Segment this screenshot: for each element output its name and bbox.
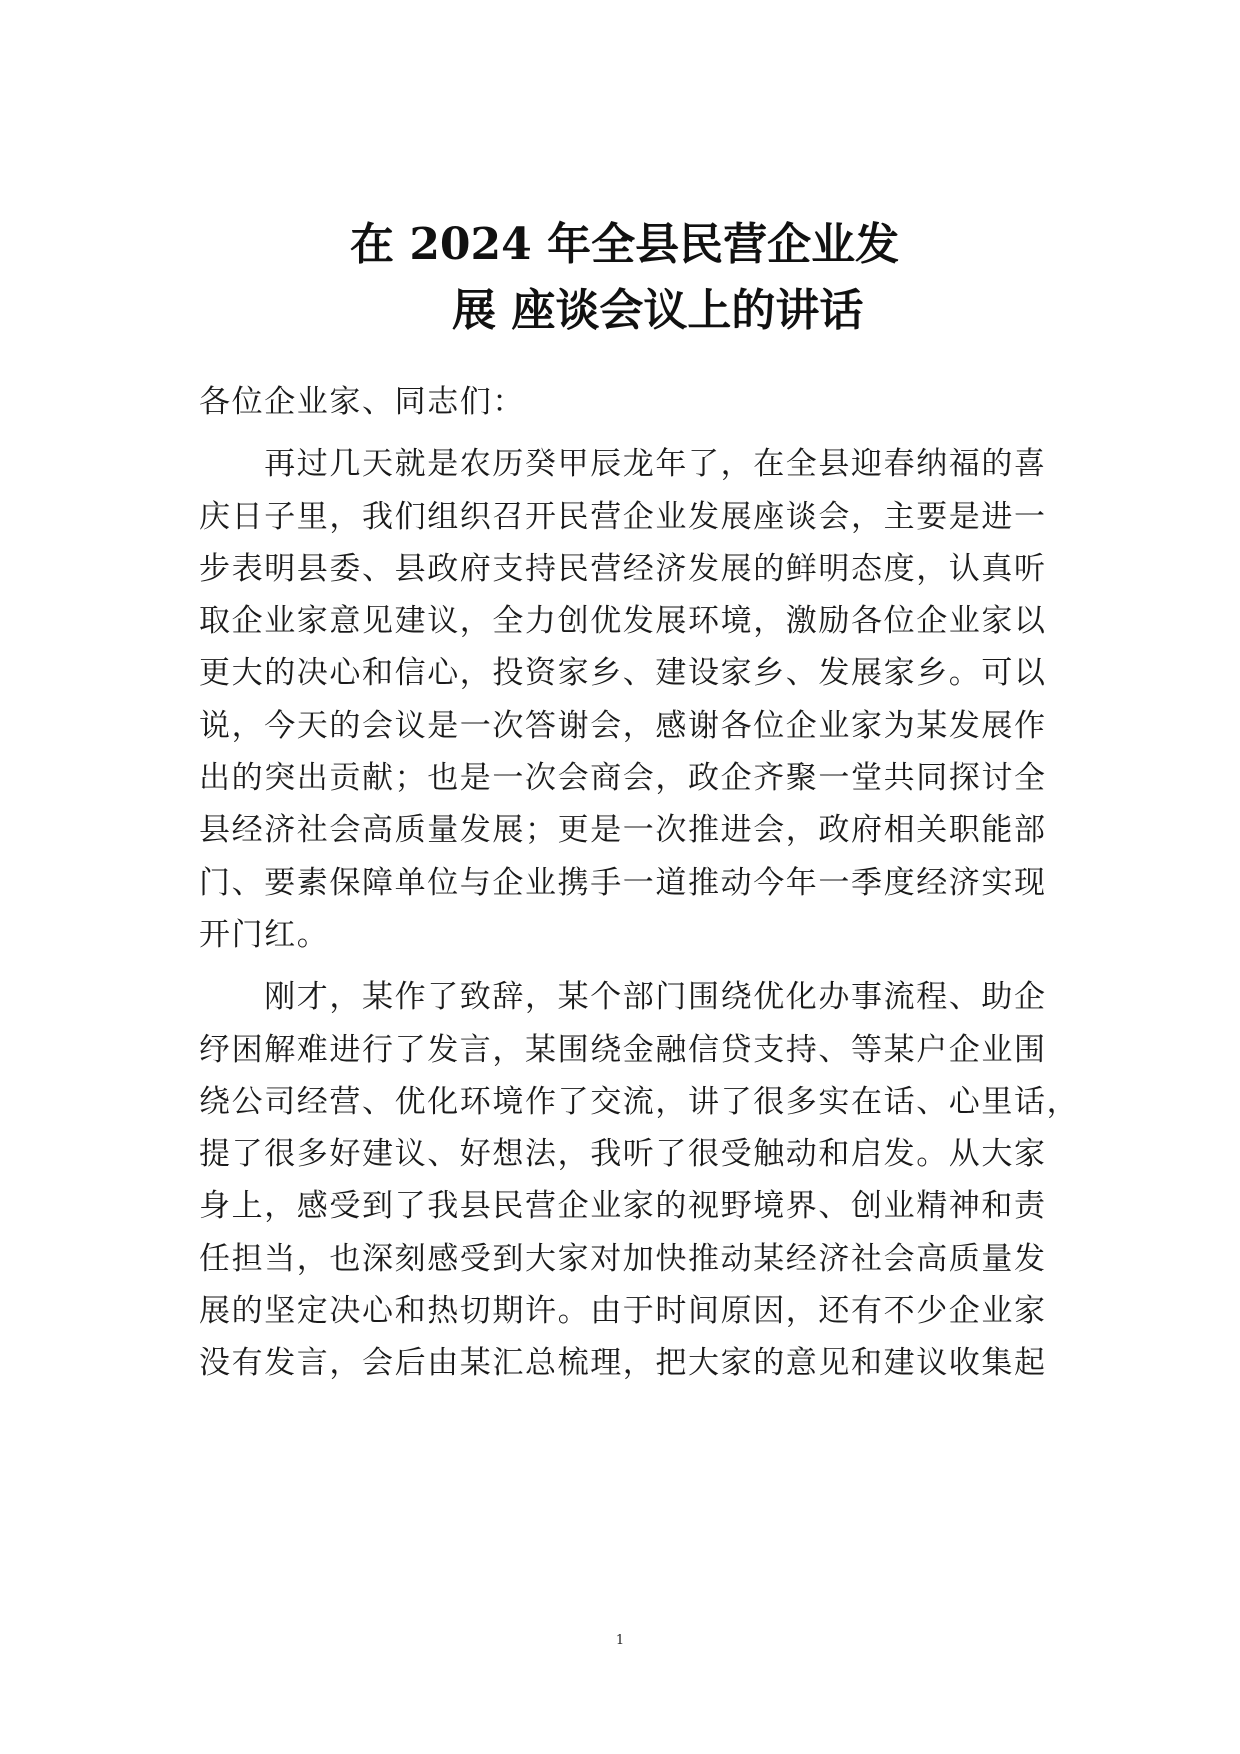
page-number: 1 <box>615 1633 625 1648</box>
document-title <box>300 212 940 344</box>
paragraph-line: 庆日子里，我们组织召开民营企业发展座谈会，主要是进一 <box>199 498 1047 535</box>
salutation: 各位企业家、同志们： <box>199 384 525 420</box>
paragraph-1 <box>199 438 1079 961</box>
paragraph-line: 门、要素保障单位与企业携手一道推动今年一季度经济实现 <box>199 864 1047 901</box>
paragraph-2 <box>199 971 1079 1389</box>
paragraph-line: 没有发言，会后由某汇总梳理，把大家的意见和建议收集起 <box>199 1345 1047 1382</box>
paragraph-line: 任担当，也深刻感受到大家对加快推动某经济社会高质量发 <box>199 1240 1047 1277</box>
document-body <box>199 376 1079 1390</box>
paragraph-line: 提了很多好建议、好想法，我听了很受触动和启发。从大家 <box>199 1136 1047 1173</box>
paragraph-line: 出的突出贡献；也是一次会商会，政企齐聚一堂共同探讨全 <box>199 760 1047 797</box>
paragraph-line: 说，今天的会议是一次答谢会，感谢各位企业家为某发展作 <box>199 707 1047 744</box>
title-line-1: 在 2024 年全县民营企业发 <box>350 219 900 270</box>
paragraph-line: 展的坚定决心和热切期许。由于时间原因，还有不少企业家 <box>199 1293 1047 1330</box>
paragraph-line: 刚才，某作了致辞，某个部门围绕优化办事流程、助企 <box>199 979 1047 1016</box>
paragraph-line: 县经济社会高质量发展；更是一次推进会，政府相关职能部 <box>199 812 1047 849</box>
title-line-2: 展 座谈会议上的讲话 <box>452 285 864 336</box>
paragraph-line: 开门红。 <box>199 916 330 953</box>
paragraph-line: 绕公司经营、优化环境作了交流，讲了很多实在话、心里话， <box>199 1083 1080 1120</box>
paragraph-line: 步表明县委、县政府支持民营经济发展的鲜明态度，认真听 <box>199 550 1047 587</box>
paragraph-line: 纾困解难进行了发言，某围绕金融信贷支持、等某户企业围 <box>199 1031 1047 1068</box>
paragraph-line: 再过几天就是农历癸甲辰龙年了，在全县迎春纳福的喜 <box>199 446 1047 483</box>
paragraph-line: 更大的决心和信心，投资家乡、建设家乡、发展家乡。可以 <box>199 655 1047 692</box>
paragraph-line: 身上，感受到了我县民营企业家的视野境界、创业精神和责 <box>199 1188 1047 1225</box>
paragraph-line: 取企业家意见建议，全力创优发展环境，激励各位企业家以 <box>199 603 1047 640</box>
